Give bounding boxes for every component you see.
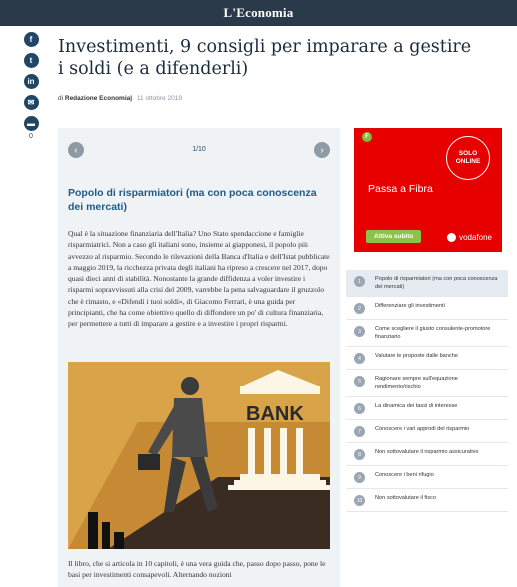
byline-prefix: di — [58, 95, 64, 102]
slide-list-label: Conoscere i beni rifugio — [375, 472, 434, 478]
comment-icon[interactable]: ▬ — [24, 116, 39, 131]
article-byline — [58, 95, 182, 102]
slide-list-item[interactable] — [346, 443, 508, 466]
bank-illustration — [68, 362, 330, 549]
ad-brand-name: vodafone — [459, 233, 492, 242]
ad-brand — [447, 233, 492, 242]
slide-body-continued: Il libro, che si articola in 10 capitoli, è una vera guida che, passo dopo passo, pone le basi per investimenti consapevoli. Alternando nozioni — [68, 559, 326, 580]
linkedin-icon[interactable]: in — [24, 74, 39, 89]
slide-list-item[interactable] — [346, 420, 508, 443]
slide-number: 1 — [354, 276, 365, 287]
slide-list-item[interactable] — [346, 466, 508, 489]
slide-list-item[interactable] — [346, 320, 508, 347]
article-date: 11 ottobre 2019 — [136, 95, 182, 102]
ad-banner[interactable] — [354, 128, 502, 252]
slide-list-label: Popolo di risparmiatori (ma con poca conoscenza dei mercati) — [375, 276, 498, 290]
slide-number: 8 — [354, 449, 365, 460]
slide-number: 10 — [354, 495, 365, 506]
slide-number: 3 — [354, 326, 365, 337]
ad-cta-button[interactable]: Attiva subito — [366, 230, 421, 243]
slide-list-label: La dinamica dei tassi di interesse — [375, 403, 458, 409]
slide-list-item[interactable] — [346, 489, 508, 512]
slide-list-label: Come scegliere il giusto consulente-promotore finanziario — [375, 326, 491, 340]
article-title: Investimenti, 9 consigli per imparare a gestire i soldi (e a difenderli) — [58, 37, 472, 79]
ad-solo-line1: SOLO — [458, 150, 478, 157]
email-icon[interactable]: ✉ — [24, 95, 39, 110]
vodafone-logo-icon — [447, 233, 456, 242]
slide-list-item[interactable] — [346, 370, 508, 397]
facebook-icon[interactable]: f — [24, 32, 39, 47]
slide-list-item[interactable] — [346, 297, 508, 320]
bank-sign: BANK — [246, 403, 304, 425]
gallery-counter: 1/10 — [192, 146, 206, 153]
gallery-next-button[interactable]: › — [314, 142, 330, 158]
slide-number: 6 — [354, 403, 365, 414]
slide-list-label: Valutare le proposte dalle banche — [375, 353, 458, 359]
slide-list-label: Non sottovalutare il fisco — [375, 495, 436, 501]
gallery-card — [58, 128, 340, 587]
slide-number: 7 — [354, 426, 365, 437]
share-bar — [23, 32, 39, 140]
slide-number: 4 — [354, 353, 365, 364]
site-header — [0, 0, 517, 26]
site-logo[interactable]: L'Economia — [223, 5, 294, 20]
ad-solo-line2: ONLINE — [455, 158, 481, 165]
byline-separator: | — [130, 95, 133, 102]
slide-list-label: Ragionare sempre sull'equazione rendimento/rischio — [375, 376, 458, 390]
slide-title: Popolo di risparmiatori (ma con poca conoscenza dei mercati) — [68, 187, 317, 213]
slide-body — [68, 228, 330, 330]
slide-list-label: Differenziare gli investimenti — [375, 303, 445, 309]
slide-list-item[interactable] — [346, 397, 508, 420]
ad-headline: Passa a Fibra — [368, 183, 433, 195]
slide-number: 9 — [354, 472, 365, 483]
ad-badge: F — [362, 132, 372, 142]
slide-body-paragraph: Qual è la situazione finanziaria dell'Italia? Uno Stato spendaccione e famiglie risparmiatrici. Non a caso gli italiani sono, insieme ai giapponesi, il popolo più avvezzo al risparmio. Secondo le rilevazioni della Banca d'Italia e dell'Istat pubblicate a maggio 2019, la ricchezza privata degli italiani ha ripreso a crescere nel 2017, dopo quasi dieci anni di stabilità. Nonostante la grande diffidenza a voler investire i risparmi sopravvissuti alla crisi del 2009, varrebbe la pena salvaguardare il gruzzolo che è rimasto, e «Difendi i tuoi soldi», di Giacomo Ferrari, è una guida per principianti, che ha come obiettivo quello di diffondere un po' di cultura finanziaria, per permettere a tutti di imparare a gestire e a investire i propri risparmi. — [68, 229, 330, 329]
gallery-prev-button[interactable]: ‹ — [68, 142, 84, 158]
author-name[interactable]: Redazione Economia — [64, 95, 131, 102]
slide-list-label: Non sottovalutare il risparmio assicurativo — [375, 449, 479, 455]
slide-list-label: Conoscere i vari approdi del risparmio — [375, 426, 470, 432]
ad-solo-online-badge — [446, 136, 490, 180]
slide-number: 2 — [354, 303, 365, 314]
slide-list — [346, 270, 508, 512]
comment-count: 0 — [29, 133, 33, 140]
slide-number: 5 — [354, 376, 365, 387]
slide-list-item[interactable] — [346, 270, 508, 297]
slide-list-item[interactable] — [346, 347, 508, 370]
twitter-icon[interactable]: t — [24, 53, 39, 68]
